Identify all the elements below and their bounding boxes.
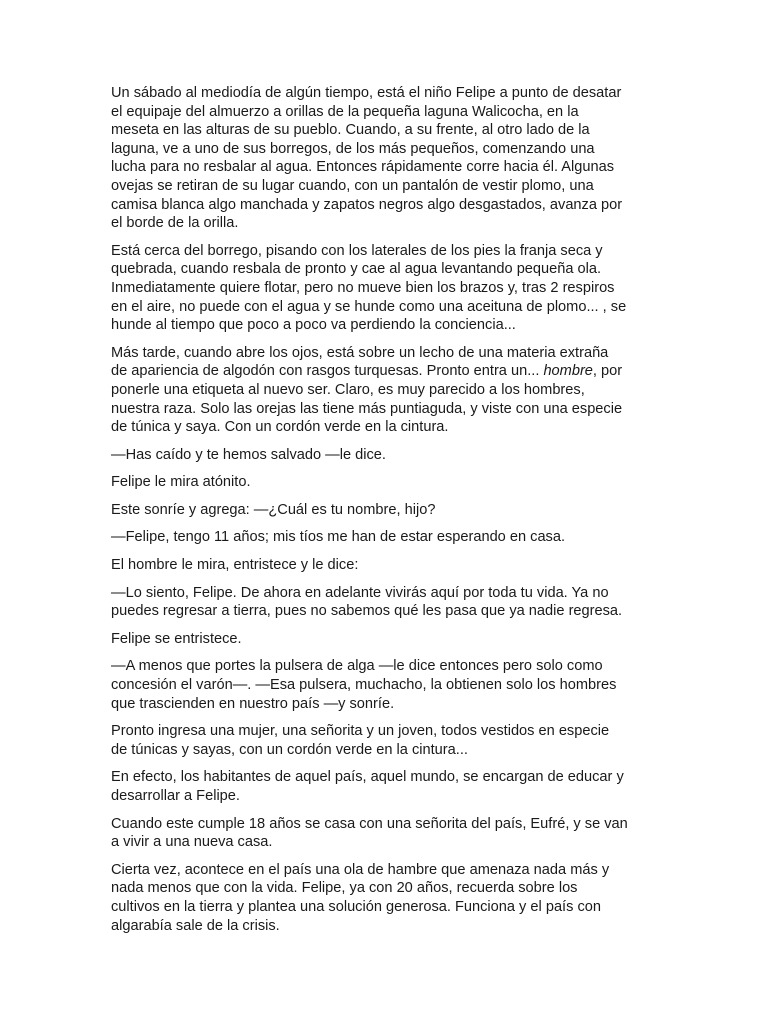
paragraph-2: Está cerca del borrego, pisando con los laterales de los pies la franja seca y quebrada, cuando resbala de pronto y cae al agua levantando pequeña ola. Inmediatamente quiere flotar, pero no mueve bien los brazos y, tras 2 respiros en el aire, no puede con el agua y se hunde como una aceituna de plomo... , se hunde al tiempo que poco a poco va perdiendo la conciencia... bbox=[111, 242, 627, 334]
paragraph-3-italic-word: hombre bbox=[543, 363, 593, 380]
paragraph-5: Felipe le mira atónito. bbox=[111, 474, 251, 491]
paragraph-3-text-start: Más tarde, cuando abre los ojos, está sobre un lecho de una materia extraña de apariencia de algodón con rasgos turquesas. Pronto entra un... bbox=[111, 344, 609, 380]
paragraph-8: El hombre le mira, entristece y le dice: bbox=[111, 557, 359, 574]
paragraph-4: —Has caído y te hemos salvado —le dice. bbox=[111, 446, 386, 463]
paragraph-1: Un sábado al mediodía de algún tiempo, está el niño Felipe a punto de desatar el equipaje del almuerzo a orillas de la pequeña laguna Walicocha, en la meseta en las alturas de su pueblo. Cuando, a su frente, al otro lado de la laguna, ve a uno de sus borregos, de los más pequeños, comenzando una lucha para no resbalar al agua. Entonces rápidamente corre hacia él. Algunas ovejas se retiran de su lugar cuando, con un pantalón de vestir plomo, una camisa blanca algo manchada y zapatos negros algo desgastados, avanza por el borde de la orilla. bbox=[111, 85, 623, 232]
paragraph-3 bbox=[111, 344, 659, 437]
paragraph-14: Cuando este cumple 18 años se casa con una señorita del país, Eufré, y se van a vivir a una nueva casa. bbox=[111, 815, 628, 851]
paragraph-10: Felipe se entristece. bbox=[111, 630, 242, 647]
document-page bbox=[111, 84, 659, 944]
paragraph-9: —Lo siento, Felipe. De ahora en adelante vivirás aquí por toda tu vida. Ya no puedes regresar a tierra, pues no sabemos qué les pasa que ya nadie regresa. bbox=[111, 584, 623, 620]
paragraph-12: Pronto ingresa una mujer, una señorita y un joven, todos vestidos en especie de túnicas y sayas, con un cordón verde en la cintura... bbox=[111, 723, 610, 758]
paragraph-13: En efecto, los habitantes de aquel país, aquel mundo, se encargan de educar y desarrollar a Felipe. bbox=[111, 769, 624, 804]
paragraph-7: —Felipe, tengo 11 años; mis tíos me han de estar esperando en casa. bbox=[111, 529, 566, 546]
paragraph-15: Cierta vez, acontece en el país una ola de hambre que amenaza nada más y nada menos que con la vida. Felipe, ya con 20 años, recuerda sobre los cultivos en la tierra y plantea una solución generosa. Funciona y el país con algarabía sale de la crisis. bbox=[111, 861, 610, 934]
paragraph-3-text-end: , por ponerle una etiqueta al nuevo ser. Claro, es muy parecido a los hombres, nuestra raza. Solo las orejas las tiene más puntiaguda, y viste con una especie de túnica y saya. Con un cordón verde en la cintura. bbox=[111, 363, 623, 436]
paragraph-11: —A menos que portes la pulsera de alga —le dice entonces pero solo como concesión el varón—. —Esa pulsera, muchacho, la obtienen solo los hombres que trascienden en nuestro país —y sonríe. bbox=[111, 658, 617, 712]
paragraph-6: Este sonríe y agrega: —¿Cuál es tu nombre, hijo? bbox=[111, 501, 436, 518]
